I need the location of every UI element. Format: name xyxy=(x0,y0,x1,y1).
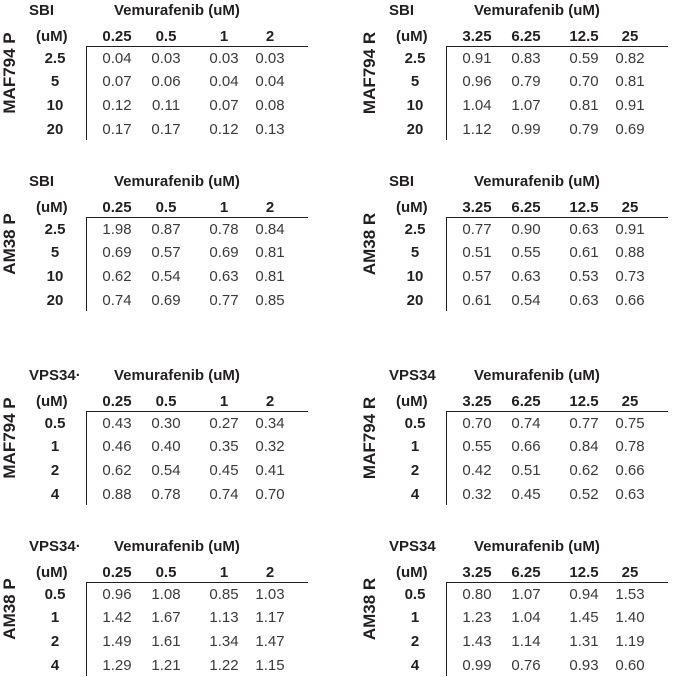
column-group-header: Vemurafenib (uM) xyxy=(114,173,240,190)
table-cell: 0.12 xyxy=(209,121,239,138)
row-header: 4 xyxy=(410,657,420,674)
cell-line-text: MAF794 P xyxy=(0,32,19,114)
table-cell: 0.60 xyxy=(615,657,645,674)
column-header: 0.5 xyxy=(155,28,177,45)
row-header: 2.5 xyxy=(404,50,426,67)
row-header: 2.5 xyxy=(44,221,66,238)
drug-unit: (uM) xyxy=(396,393,428,410)
row-header: 1 xyxy=(50,609,60,626)
row-header: 2 xyxy=(410,462,420,479)
column-header: 1 xyxy=(219,393,229,410)
column-header: 1 xyxy=(219,564,229,581)
table-cell: 0.75 xyxy=(615,415,645,432)
table-cell: 0.84 xyxy=(569,438,599,455)
column-group-header: Vemurafenib (uM) xyxy=(114,2,240,19)
table-cell: 0.81 xyxy=(255,268,285,285)
table-cell: 1.40 xyxy=(615,609,645,626)
header-rule xyxy=(86,46,308,47)
table-cell: 0.52 xyxy=(569,486,599,503)
table-cell: 0.32 xyxy=(255,438,285,455)
table-cell: 1.12 xyxy=(462,121,492,138)
table-block xyxy=(360,0,690,140)
table-cell: 0.94 xyxy=(569,586,599,603)
column-header: 12.5 xyxy=(569,199,599,216)
table-cell: 0.61 xyxy=(569,244,599,261)
drug-header: VPS34· xyxy=(29,367,81,384)
column-header: 25 xyxy=(621,393,639,410)
table-cell: 0.87 xyxy=(151,221,181,238)
column-header: 3.25 xyxy=(462,28,492,45)
row-header: 10 xyxy=(406,97,424,114)
cell-line-text: AM38 R xyxy=(360,212,379,275)
row-header: 2.5 xyxy=(44,50,66,67)
row-header: 0.5 xyxy=(44,586,66,603)
table-cell: 0.96 xyxy=(462,73,492,90)
table-cell: 0.79 xyxy=(569,121,599,138)
table-cell: 1.47 xyxy=(255,633,285,650)
row-header: 10 xyxy=(46,268,64,285)
table-cell: 1.31 xyxy=(569,633,599,650)
column-header: 3.25 xyxy=(462,564,492,581)
table-block xyxy=(360,365,690,505)
table-cell: 0.79 xyxy=(511,73,541,90)
table-cell: 0.59 xyxy=(569,50,599,67)
table-cell: 0.54 xyxy=(151,268,181,285)
cell-line-text: MAF794 P xyxy=(0,397,19,479)
table-cell: 0.77 xyxy=(209,292,239,309)
row-header-rule xyxy=(446,217,447,311)
table-cell: 1.21 xyxy=(151,657,181,674)
row-header-rule xyxy=(86,46,87,140)
header-rule xyxy=(446,217,668,218)
row-header: 10 xyxy=(406,268,424,285)
table-cell: 0.27 xyxy=(209,415,239,432)
table-cell: 1.14 xyxy=(511,633,541,650)
table-cell: 0.13 xyxy=(255,121,285,138)
table-cell: 0.62 xyxy=(102,462,132,479)
column-header: 0.25 xyxy=(102,28,132,45)
column-group-header: Vemurafenib (uM) xyxy=(474,2,600,19)
row-header-rule xyxy=(86,217,87,311)
row-header-rule xyxy=(446,411,447,505)
cell-line-label xyxy=(0,171,20,311)
row-header-rule xyxy=(446,582,447,676)
row-header: 2 xyxy=(410,633,420,650)
table-cell: 0.63 xyxy=(615,486,645,503)
column-group-header: Vemurafenib (uM) xyxy=(474,173,600,190)
table-cell: 0.96 xyxy=(102,586,132,603)
cell-line-label xyxy=(360,0,380,140)
header-rule xyxy=(446,582,668,583)
table-cell: 0.17 xyxy=(151,121,181,138)
table-cell: 0.66 xyxy=(615,462,645,479)
header-rule xyxy=(86,582,308,583)
table-cell: 0.35 xyxy=(209,438,239,455)
column-header: 2 xyxy=(265,393,275,410)
drug-header: SBI xyxy=(389,2,415,19)
table-cell: 0.81 xyxy=(569,97,599,114)
column-header: 2 xyxy=(265,28,275,45)
drug-unit: (uM) xyxy=(396,564,428,581)
table-cell: 0.55 xyxy=(511,244,541,261)
table-cell: 0.03 xyxy=(209,50,239,67)
table-cell: 0.69 xyxy=(615,121,645,138)
table-cell: 0.57 xyxy=(462,268,492,285)
table-cell: 0.46 xyxy=(102,438,132,455)
table-cell: 1.03 xyxy=(255,586,285,603)
table-cell: 0.03 xyxy=(151,50,181,67)
row-header: 5 xyxy=(50,244,60,261)
table-cell: 0.99 xyxy=(462,657,492,674)
column-header: 12.5 xyxy=(569,564,599,581)
drug-unit: (uM) xyxy=(36,199,68,216)
table-cell: 1.07 xyxy=(511,97,541,114)
table-cell: 1.22 xyxy=(209,657,239,674)
table-cell: 0.04 xyxy=(209,73,239,90)
column-header: 6.25 xyxy=(511,393,541,410)
row-header: 5 xyxy=(410,73,420,90)
table-cell: 0.32 xyxy=(462,486,492,503)
table-cell: 1.04 xyxy=(511,609,541,626)
table-cell: 0.80 xyxy=(462,586,492,603)
table-cell: 0.88 xyxy=(615,244,645,261)
column-header: 0.5 xyxy=(155,393,177,410)
table-cell: 0.70 xyxy=(569,73,599,90)
column-header: 25 xyxy=(621,199,639,216)
row-header: 20 xyxy=(46,292,64,309)
column-header: 2 xyxy=(265,199,275,216)
table-cell: 0.70 xyxy=(462,415,492,432)
cell-line-text: MAF794 R xyxy=(360,31,379,114)
table-cell: 0.41 xyxy=(255,462,285,479)
table-cell: 0.54 xyxy=(511,292,541,309)
table-cell: 1.61 xyxy=(151,633,181,650)
table-cell: 0.66 xyxy=(615,292,645,309)
table-cell: 1.53 xyxy=(615,586,645,603)
column-header: 6.25 xyxy=(511,564,541,581)
table-cell: 0.34 xyxy=(255,415,285,432)
table-cell: 1.43 xyxy=(462,633,492,650)
table-cell: 1.08 xyxy=(151,586,181,603)
table-cell: 0.77 xyxy=(462,221,492,238)
cell-line-label xyxy=(0,536,20,676)
drug-header: VPS34· xyxy=(29,538,81,555)
table-cell: 0.04 xyxy=(102,50,132,67)
table-cell: 0.42 xyxy=(462,462,492,479)
table-cell: 0.78 xyxy=(209,221,239,238)
column-header: 25 xyxy=(621,564,639,581)
table-cell: 0.40 xyxy=(151,438,181,455)
drug-unit: (uM) xyxy=(396,199,428,216)
table-cell: 1.04 xyxy=(462,97,492,114)
table-cell: 0.51 xyxy=(511,462,541,479)
row-header: 20 xyxy=(406,121,424,138)
table-cell: 0.93 xyxy=(569,657,599,674)
table-cell: 0.43 xyxy=(102,415,132,432)
table-cell: 1.29 xyxy=(102,657,132,674)
row-header: 4 xyxy=(410,486,420,503)
table-cell: 0.74 xyxy=(209,486,239,503)
column-header: 0.25 xyxy=(102,564,132,581)
column-header: 1 xyxy=(219,199,229,216)
table-cell: 0.63 xyxy=(511,268,541,285)
table-block xyxy=(0,536,330,676)
column-group-header: Vemurafenib (uM) xyxy=(474,538,600,555)
column-header: 0.5 xyxy=(155,199,177,216)
cell-line-label xyxy=(0,365,20,505)
cell-line-text: AM38 P xyxy=(0,213,19,275)
row-header: 0.5 xyxy=(44,415,66,432)
table-cell: 0.06 xyxy=(151,73,181,90)
row-header: 4 xyxy=(50,657,60,674)
table-block xyxy=(0,0,330,140)
cell-line-label xyxy=(0,0,20,140)
drug-header: SBI xyxy=(29,173,55,190)
table-cell: 1.07 xyxy=(511,586,541,603)
table-cell: 0.78 xyxy=(615,438,645,455)
table-cell: 0.91 xyxy=(462,50,492,67)
table-cell: 0.81 xyxy=(255,244,285,261)
row-header-rule xyxy=(86,582,87,676)
table-cell: 1.15 xyxy=(255,657,285,674)
drug-unit: (uM) xyxy=(36,564,68,581)
table-cell: 0.66 xyxy=(511,438,541,455)
table-cell: 0.55 xyxy=(462,438,492,455)
row-header: 2 xyxy=(50,462,60,479)
table-cell: 0.91 xyxy=(615,97,645,114)
column-header: 3.25 xyxy=(462,393,492,410)
table-cell: 0.74 xyxy=(511,415,541,432)
table-cell: 0.77 xyxy=(569,415,599,432)
table-cell: 0.85 xyxy=(255,292,285,309)
table-cell: 0.85 xyxy=(209,586,239,603)
cell-line-label xyxy=(360,536,380,676)
row-header-rule xyxy=(86,411,87,505)
table-cell: 0.62 xyxy=(569,462,599,479)
table-cell: 0.11 xyxy=(151,97,181,114)
row-header: 0.5 xyxy=(404,415,426,432)
header-rule xyxy=(86,411,308,412)
column-header: 2 xyxy=(265,564,275,581)
row-header: 2.5 xyxy=(404,221,426,238)
table-cell: 0.30 xyxy=(151,415,181,432)
row-header: 1 xyxy=(410,438,420,455)
table-cell: 0.63 xyxy=(209,268,239,285)
table-cell: 0.45 xyxy=(511,486,541,503)
drug-unit: (uM) xyxy=(396,28,428,45)
table-block xyxy=(360,536,690,676)
column-header: 0.25 xyxy=(102,393,132,410)
column-header: 12.5 xyxy=(569,393,599,410)
table-cell: 0.84 xyxy=(255,221,285,238)
table-cell: 1.23 xyxy=(462,609,492,626)
table-cell: 0.69 xyxy=(209,244,239,261)
table-block xyxy=(0,171,330,311)
row-header-rule xyxy=(446,46,447,140)
table-cell: 1.17 xyxy=(255,609,285,626)
row-header: 4 xyxy=(50,486,60,503)
table-cell: 0.63 xyxy=(569,292,599,309)
table-cell: 0.62 xyxy=(102,268,132,285)
table-cell: 0.83 xyxy=(511,50,541,67)
row-header: 1 xyxy=(410,609,420,626)
table-cell: 0.54 xyxy=(151,462,181,479)
table-cell: 0.04 xyxy=(255,73,285,90)
table-cell: 0.63 xyxy=(569,221,599,238)
table-cell: 0.61 xyxy=(462,292,492,309)
cell-line-text: MAF794 R xyxy=(360,396,379,479)
table-cell: 1.45 xyxy=(569,609,599,626)
table-cell: 0.76 xyxy=(511,657,541,674)
table-cell: 0.74 xyxy=(102,292,132,309)
row-header: 10 xyxy=(46,97,64,114)
table-cell: 1.67 xyxy=(151,609,181,626)
table-cell: 1.98 xyxy=(102,221,132,238)
table-cell: 0.99 xyxy=(511,121,541,138)
table-cell: 0.07 xyxy=(209,97,239,114)
drug-header: SBI xyxy=(29,2,55,19)
table-block xyxy=(0,365,330,505)
drug-unit: (uM) xyxy=(36,28,68,45)
table-cell: 0.12 xyxy=(102,97,132,114)
table-cell: 0.78 xyxy=(151,486,181,503)
drug-header: SBI xyxy=(389,173,415,190)
column-header: 1 xyxy=(219,28,229,45)
table-cell: 0.17 xyxy=(102,121,132,138)
column-header: 0.5 xyxy=(155,564,177,581)
header-rule xyxy=(446,411,668,412)
column-header: 6.25 xyxy=(511,199,541,216)
table-cell: 0.90 xyxy=(511,221,541,238)
column-group-header: Vemurafenib (uM) xyxy=(114,367,240,384)
table-cell: 0.91 xyxy=(615,221,645,238)
table-cell: 0.88 xyxy=(102,486,132,503)
row-header: 0.5 xyxy=(404,586,426,603)
table-block xyxy=(360,171,690,311)
column-header: 3.25 xyxy=(462,199,492,216)
cell-line-label xyxy=(360,171,380,311)
column-header: 12.5 xyxy=(569,28,599,45)
table-cell: 1.49 xyxy=(102,633,132,650)
row-header: 20 xyxy=(46,121,64,138)
column-header: 6.25 xyxy=(511,28,541,45)
table-cell: 0.51 xyxy=(462,244,492,261)
table-cell: 0.69 xyxy=(151,292,181,309)
cell-line-text: AM38 R xyxy=(360,577,379,640)
table-cell: 1.13 xyxy=(209,609,239,626)
header-rule xyxy=(446,46,668,47)
cell-line-text: AM38 P xyxy=(0,578,19,640)
table-cell: 0.73 xyxy=(615,268,645,285)
drug-header: VPS34 xyxy=(389,538,436,555)
table-cell: 0.08 xyxy=(255,97,285,114)
table-cell: 0.70 xyxy=(255,486,285,503)
row-header: 20 xyxy=(406,292,424,309)
table-cell: 0.81 xyxy=(615,73,645,90)
column-header: 25 xyxy=(621,28,639,45)
table-cell: 0.45 xyxy=(209,462,239,479)
table-cell: 0.57 xyxy=(151,244,181,261)
table-cell: 1.34 xyxy=(209,633,239,650)
table-cell: 0.53 xyxy=(569,268,599,285)
column-header: 0.25 xyxy=(102,199,132,216)
header-rule xyxy=(86,217,308,218)
table-cell: 1.19 xyxy=(615,633,645,650)
cell-line-label xyxy=(360,365,380,505)
column-group-header: Vemurafenib (uM) xyxy=(474,367,600,384)
row-header: 2 xyxy=(50,633,60,650)
table-cell: 0.82 xyxy=(615,50,645,67)
table-cell: 1.42 xyxy=(102,609,132,626)
table-cell: 0.07 xyxy=(102,73,132,90)
row-header: 5 xyxy=(410,244,420,261)
drug-header: VPS34 xyxy=(389,367,436,384)
drug-unit: (uM) xyxy=(36,393,68,410)
row-header: 1 xyxy=(50,438,60,455)
row-header: 5 xyxy=(50,73,60,90)
table-cell: 0.03 xyxy=(255,50,285,67)
column-group-header: Vemurafenib (uM) xyxy=(114,538,240,555)
table-cell: 0.69 xyxy=(102,244,132,261)
